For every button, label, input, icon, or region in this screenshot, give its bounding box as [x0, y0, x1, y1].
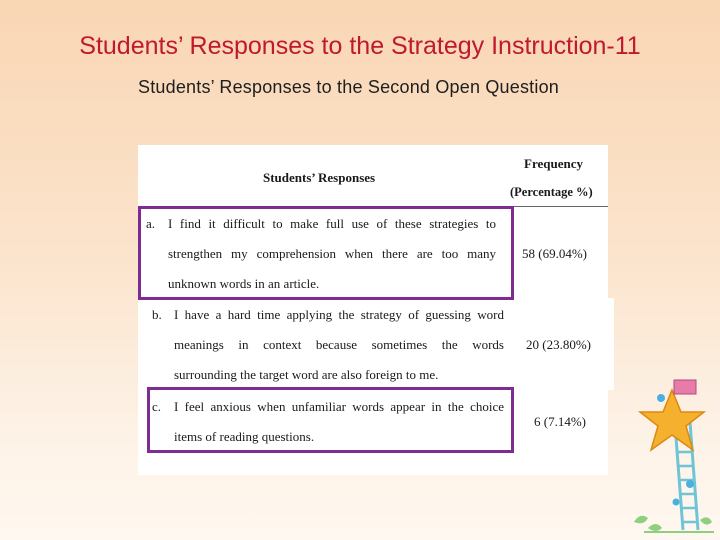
- row-b-frequency: 20 (23.80%): [526, 337, 591, 352]
- row-a-line-1: I find it difficult to make full use of these strategies to: [168, 216, 496, 231]
- row-a-line-2: strengthen my comprehension when there are too many: [168, 246, 496, 261]
- row-c-line-2: items of reading questions.: [174, 429, 315, 444]
- star-ladder-icon: [628, 372, 720, 540]
- header-responses: Students’ Responses: [263, 170, 376, 185]
- row-b-line-1: I have a hard time applying the strategy of guessing word: [174, 307, 504, 322]
- row-a-letter: a.: [146, 216, 156, 231]
- row-b-letter: b.: [152, 307, 162, 322]
- header-frequency: Frequency: [524, 156, 583, 171]
- row-c-letter: c.: [152, 399, 162, 414]
- highlight-box-row-a: [138, 206, 514, 300]
- header-percentage: (Percentage %): [510, 185, 593, 199]
- row-b-line-3: surrounding the target word are also foreign to me.: [174, 367, 439, 382]
- row-b-line-2: meanings in context because sometimes the words: [174, 337, 504, 352]
- slide-subtitle: Students’ Responses to the Second Open Question: [138, 77, 560, 97]
- row-c-line-1: I feel anxious when unfamiliar words appear in the choice: [174, 399, 504, 414]
- row-c-frequency: 6 (7.14%): [534, 414, 586, 429]
- slide-title: Students’ Responses to the Strategy Instruction-11: [79, 32, 641, 60]
- row-a-frequency: 58 (69.04%): [522, 246, 587, 261]
- row-b-panel: [144, 298, 614, 390]
- highlight-box-row-c: [147, 387, 514, 453]
- row-a-line-3: unknown words in an article.: [168, 276, 320, 291]
